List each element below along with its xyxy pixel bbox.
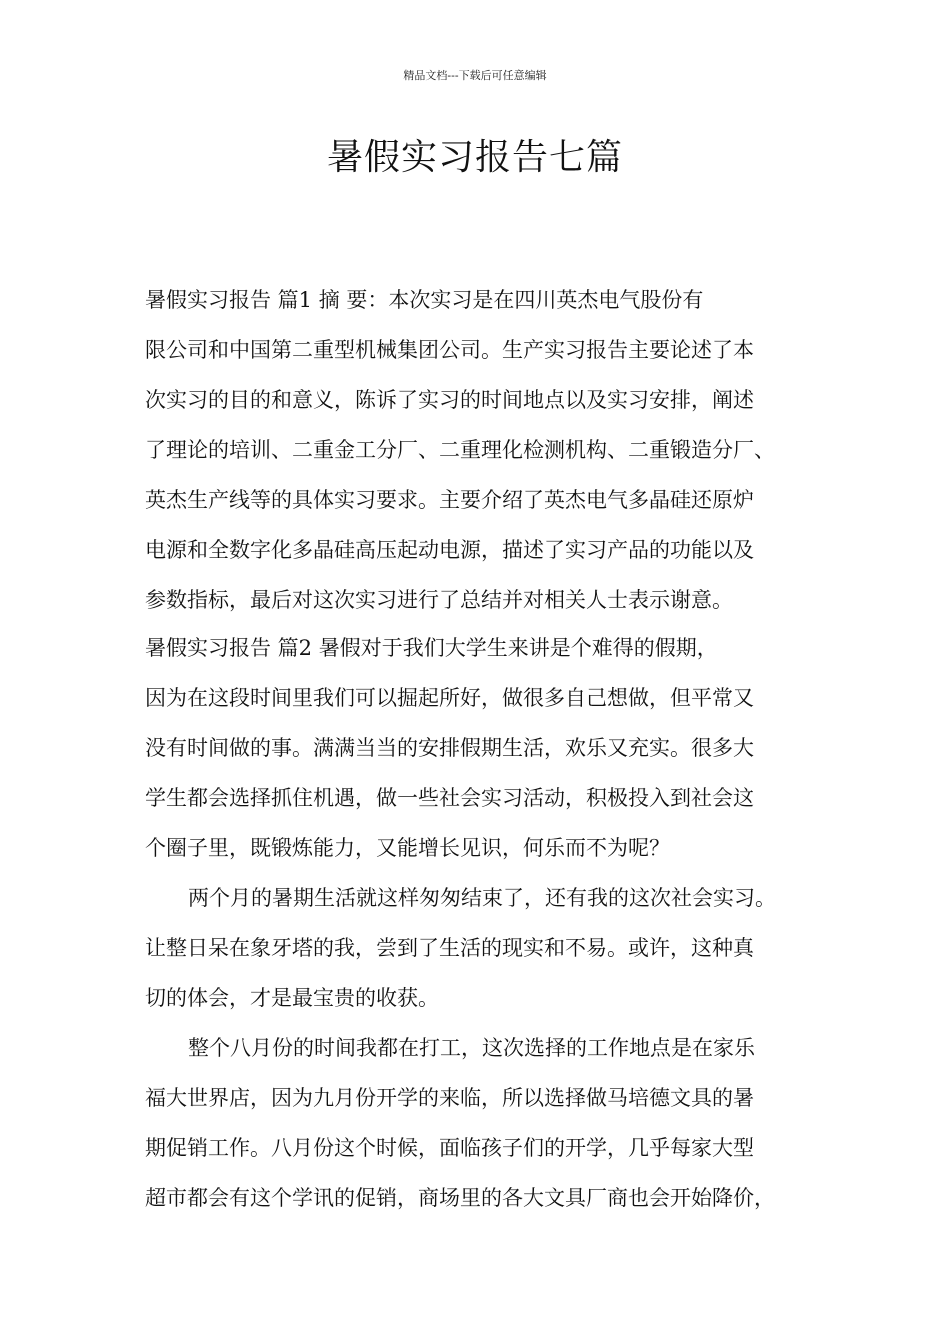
text-line-15: 切的体会，才是最宝贵的收获。 [145,986,439,1010]
text-line-14: 让整日呆在象牙塔的我，尝到了生活的现实和不易。或许，这种真 [145,936,754,960]
text-line-10: 没有时间做的事。满满当当的安排假期生活，欢乐又充实。很多大 [145,736,754,760]
text-line-18: 期促销工作。八月份这个时候，面临孩子们的开学，几乎每家大型 [145,1136,754,1160]
text-line-5: 英杰生产线等的具体实习要求。主要介绍了英杰电气多晶硅还原炉 [145,488,754,512]
document-body [145,280,825,1228]
text-line-13: 两个月的暑期生活就这样匆匆结束了，还有我的这次社会实习。 [188,886,776,910]
text-line-6: 电源和全数字化多晶硅高压起动电源，描述了实习产品的功能以及 [145,538,754,562]
text-line-9: 因为在这段时间里我们可以掘起所好，做很多自己想做，但平常又 [145,686,754,710]
text-line-7: 参数指标，最后对这次实习进行了总结并对相关人士表示谢意。 [145,588,733,612]
header-note: 精品文档---下载后可任意编辑 [403,69,547,82]
text-line-12: 个圈子里，既锻炼能力，又能增长见识，何乐而不为呢？ [145,836,670,860]
text-line-17: 福大世界店，因为九月份开学的来临，所以选择做马培德文具的暑 [145,1086,754,1110]
text-line-4: 了理论的培训、二重金工分厂、二重理化检测机构、二重锻造分厂、 [145,438,775,462]
text-line-11: 学生都会选择抓住机遇，做一些社会实习活动，积极投入到社会这 [145,786,754,810]
text-line-1: 暑假实习报告 篇1 摘 要：本次实习是在四川英杰电气股份有 [145,288,704,312]
text-line-2: 限公司和中国第二重型机械集团公司。生产实习报告主要论述了本 [145,338,754,362]
document-title: 暑假实习报告七篇 [326,137,623,178]
text-line-16: 整个八月份的时间我都在打工，这次选择的工作地点是在家乐 [188,1036,755,1060]
text-line-3: 次实习的目的和意义，陈诉了实习的时间地点以及实习安排，阐述 [145,388,754,412]
text-line-8: 暑假实习报告 篇2 暑假对于我们大学生来讲是个难得的假期， [145,636,718,660]
text-line-19: 超市都会有这个学讯的促销，商场里的各大文具厂商也会开始降价， [145,1186,775,1210]
